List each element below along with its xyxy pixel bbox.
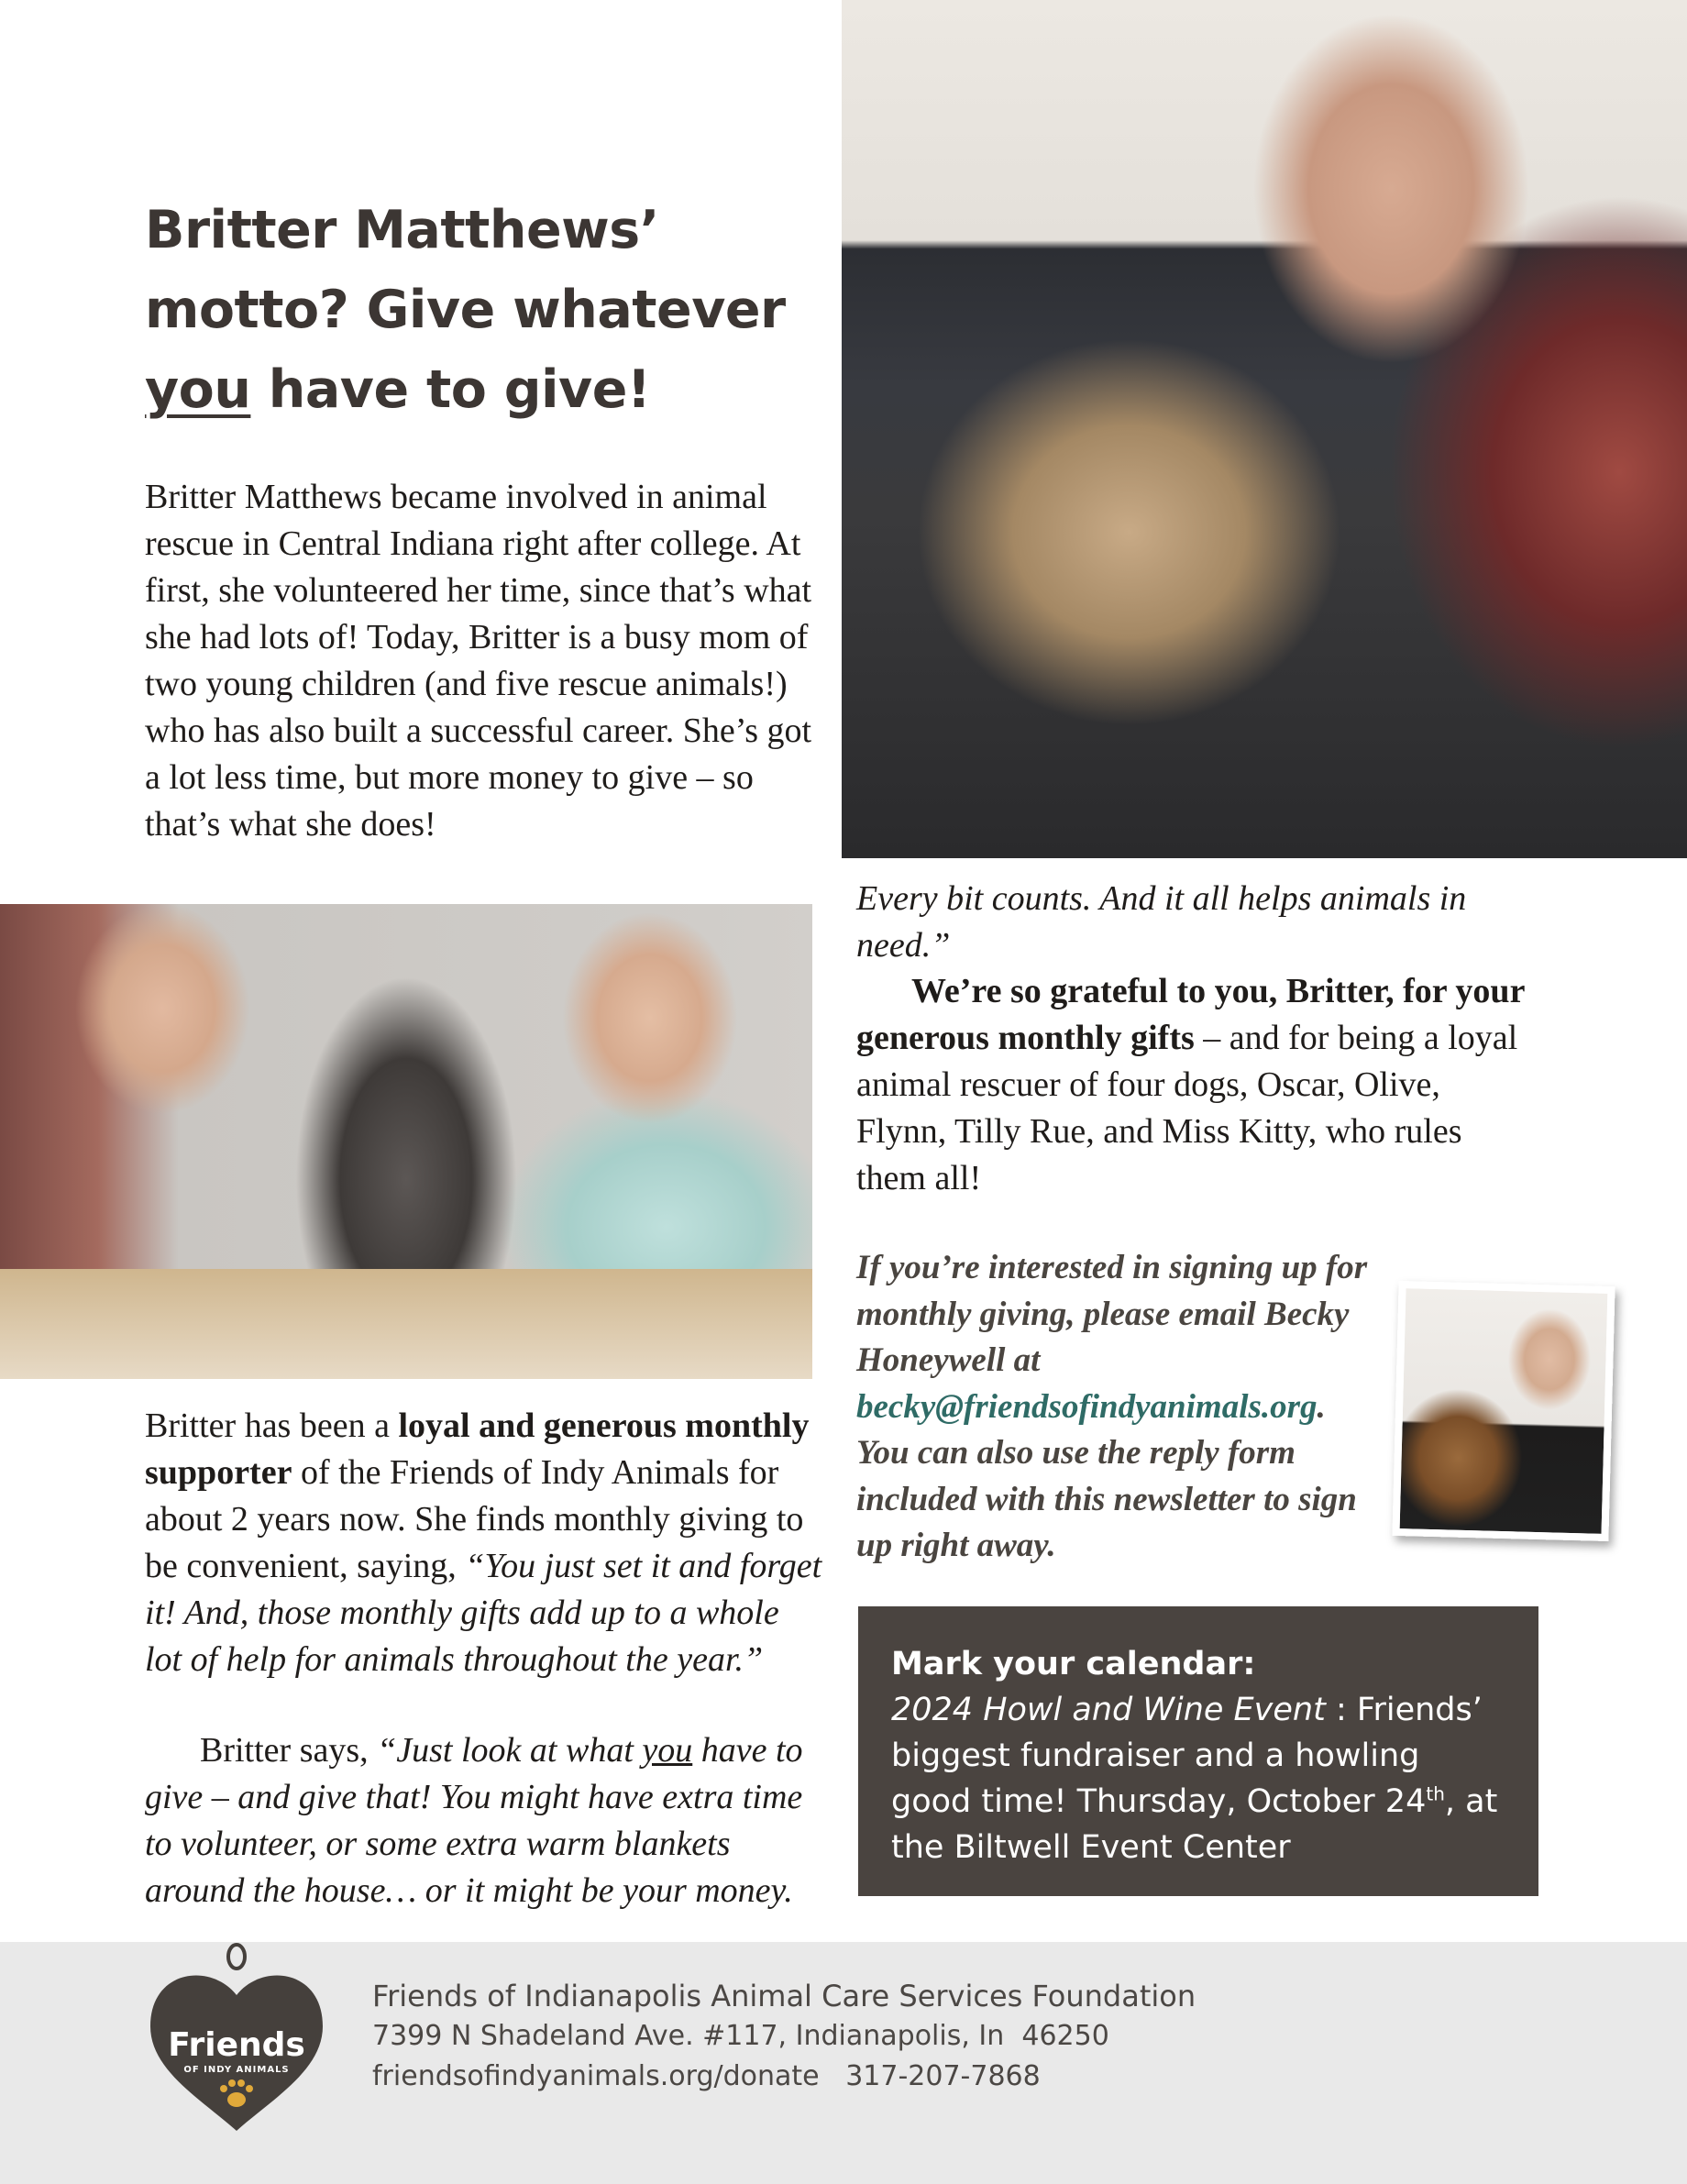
britter-quote-underlined: you [642, 1731, 693, 1770]
britter-says-paragraph [145, 1727, 823, 1914]
footer-web-phone[interactable]: friendsofindyanimals.org/donate 317-207-7868 [372, 2060, 1041, 2092]
grateful-paragraph [856, 968, 1535, 1202]
calendar-sup: th [1426, 1782, 1445, 1805]
photo-children-with-dogs [0, 904, 812, 1379]
signup-paragraph [856, 1245, 1370, 1570]
headline-line3: have to give! [250, 359, 651, 420]
grateful-rest: – and for being a loyal animal rescuer of four dogs, Oscar, Olive, Flynn, Tilly Rue, and Miss Kitty, who rules them all! [856, 1019, 1518, 1197]
grateful-bold: We’re so grateful to you, Britter, for your generous monthly gifts [856, 972, 1525, 1057]
britter-says-lead: Britter says, [200, 1731, 378, 1770]
britter-quote-2: have to give – and give that! You might have extra time to volunteer, or some extra warm blankets around the house… or it might be your money. [145, 1731, 803, 1910]
quote-continued: Every bit counts. And it all helps animals in need.” [856, 879, 1467, 965]
photo-britter-with-dog [842, 0, 1687, 858]
calendar-heading: Mark your calendar: [891, 1646, 1256, 1682]
footer-contact [372, 1976, 1289, 2097]
page-title [145, 191, 823, 430]
support-text-2: of the Friends of Indy Animals for about 2 years now. She finds monthly giving to be convenient, saying, [145, 1453, 804, 1585]
friends-logo [147, 1942, 326, 2134]
headline-underlined-word: you [145, 359, 251, 420]
support-text-1: Britter has been a [145, 1406, 399, 1445]
signup-text-2: . You can also use the reply form included with this newsletter to sign up right away. [856, 1387, 1357, 1564]
footer-address: 7399 N Shadeland Ave. #117, Indianapolis, In 46250 [372, 2020, 1109, 2052]
calendar-text [891, 1687, 1505, 1870]
calendar-desc: : Friends’ biggest fundraiser and a howling good time! Thursday, October 24 [891, 1692, 1483, 1820]
footer-org-name: Friends of Indianapolis Animal Care Services Foundation [372, 1979, 1196, 2013]
calendar-box [858, 1606, 1538, 1896]
photo-becky-with-dog [1392, 1281, 1615, 1541]
support-bold: loyal and generous monthly supporter [145, 1406, 810, 1492]
intro-paragraph: Britter Matthews became involved in animal rescue in Central Indiana right after college. At first, she volunteered her time, since that’s what she had lots of! Today, Britter is a busy mom of two young children (and five rescue animals!) who has also built a successful career. She’s got a lot less time, but more money to give – so that’s what she does! [145, 478, 812, 844]
support-quote: “You just set it and forget it! And, those monthly gifts add up to a whole lot of help for animals throughout the year.” [145, 1547, 822, 1679]
headline-line1: Britter Matthews’ [145, 200, 659, 260]
signup-text-1: If you’re interested in signing up for monthly giving, please email Becky Honeywell at [856, 1249, 1368, 1379]
calendar-event-name: 2024 Howl and Wine Event [891, 1692, 1326, 1728]
signup-email-link[interactable]: becky@friendsofindyanimals.org [856, 1387, 1318, 1426]
headline-line2: motto? Give whatever [145, 280, 786, 340]
logo-subtext: OF INDY ANIMALS [183, 2065, 290, 2075]
support-paragraph [145, 1403, 823, 1683]
calendar-desc-2: , at the Biltwell Event Center [891, 1783, 1498, 1866]
logo-text: Friends [168, 2026, 305, 2064]
britter-quote-1: “Just look at what [377, 1731, 643, 1770]
